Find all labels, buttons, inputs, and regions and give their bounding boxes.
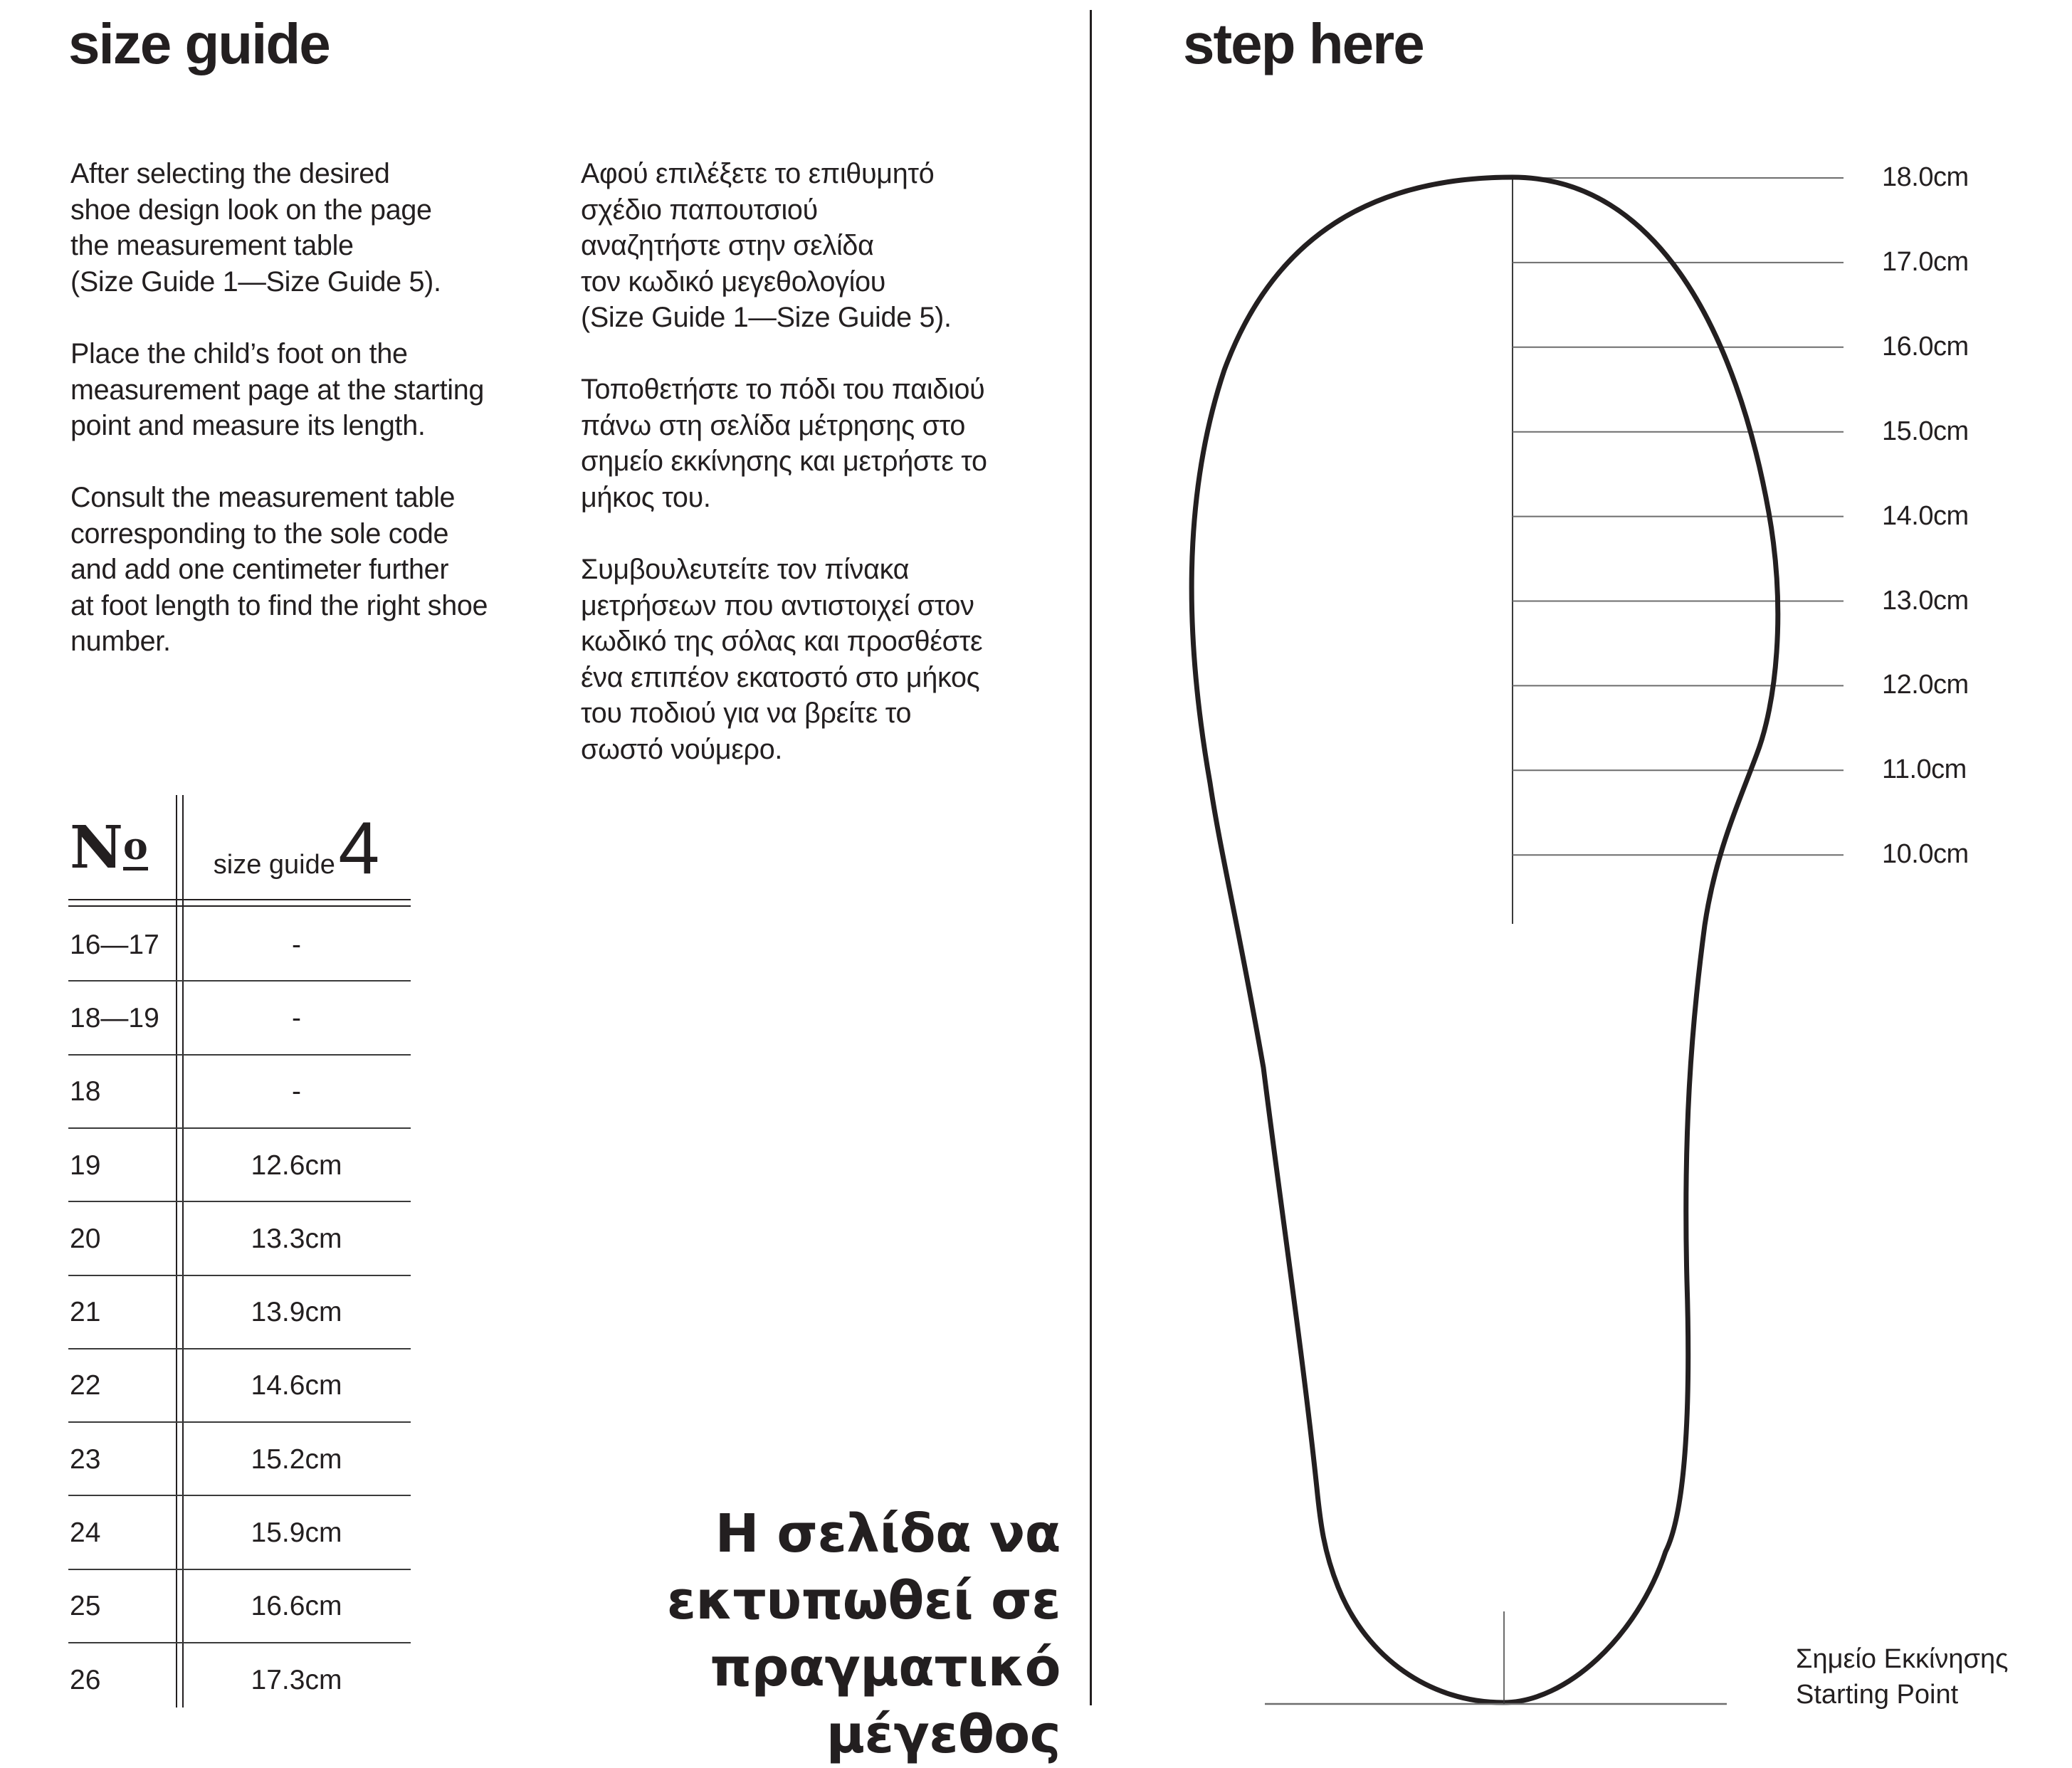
step-here-title: step here bbox=[1183, 12, 1424, 75]
table-cell-size: 18 bbox=[70, 1076, 101, 1107]
table-cell-length: 13.3cm bbox=[251, 1223, 342, 1254]
table-cell-length: 12.6cm bbox=[251, 1149, 342, 1181]
greek-paragraph-2: Τοποθετήστε το πόδι του παιδιού πάνω στη σελίδα μέτρησης στο σημείο εκκίνησης και μετρήστε το μήκος του. bbox=[581, 374, 987, 513]
table-cell-size: 16—17 bbox=[70, 929, 159, 960]
table-cell-size: 21 bbox=[70, 1297, 101, 1328]
numero-o: o bbox=[123, 828, 148, 870]
ruler-tick-label: 16.0cm bbox=[1882, 331, 1969, 362]
table-cell-size: 23 bbox=[70, 1443, 101, 1475]
ruler-tick-label: 13.0cm bbox=[1882, 585, 1969, 616]
english-paragraph-3: Consult the measurement table corresponding to the sole code and add one centimeter further at foot length to find the right shoe number. bbox=[70, 482, 488, 658]
table-cell-size: 22 bbox=[70, 1370, 101, 1401]
table-cell-length: 14.6cm bbox=[251, 1370, 342, 1401]
size-guide-title: size guide bbox=[68, 12, 330, 75]
table-cell-length: - bbox=[292, 929, 301, 960]
table-cell-size: 25 bbox=[70, 1591, 101, 1622]
ruler-tick-label: 12.0cm bbox=[1882, 670, 1969, 700]
print-actual-size-note: Η σελίδα να εκτυπωθεί σε πραγματικό μέγεθος bbox=[666, 1503, 1061, 1765]
table-cell-length: 17.3cm bbox=[251, 1664, 342, 1695]
english-paragraph-1: After selecting the desired shoe design look on the page the measurement table (Size Guide 1—Size Guide 5). bbox=[70, 158, 441, 298]
starting-point-greek: Σημείο Εκκίνησης bbox=[1796, 1644, 2009, 1674]
table-cell-size: 18—19 bbox=[70, 1002, 159, 1033]
ruler-tick-label: 11.0cm bbox=[1882, 754, 1967, 785]
table-cell-length: 15.9cm bbox=[251, 1517, 342, 1549]
foot-outline bbox=[1192, 177, 1778, 1703]
table-cell-length: - bbox=[292, 1076, 301, 1107]
table-cell-size: 26 bbox=[70, 1664, 101, 1695]
starting-point-english: Starting Point bbox=[1796, 1680, 1959, 1710]
table-cell-size: 20 bbox=[70, 1223, 101, 1254]
table-cell-length: 13.9cm bbox=[251, 1297, 342, 1328]
table-cell-size: 19 bbox=[70, 1149, 101, 1181]
starting-point-label bbox=[1796, 1641, 2008, 1712]
ruler-tick-label: 17.0cm bbox=[1882, 246, 1969, 277]
table-cell-length: - bbox=[292, 1002, 301, 1033]
greek-paragraph-3: Συμβουλευτείτε τον πίνακα μετρήσεων που αντιστοιχεί στον κωδικό της σόλας και προσθέστε ένα επιπέον εκατοστό στο μήκος του ποδιού για να βρείτε το σωστό νούμερο. bbox=[581, 554, 983, 765]
table-cell-length: 15.2cm bbox=[251, 1443, 342, 1475]
size-guide-header-label: size guide bbox=[213, 850, 335, 880]
english-paragraph-2: Place the child’s foot on the measurement page at the starting point and measure its length. bbox=[70, 338, 485, 442]
table-cell-size: 24 bbox=[70, 1517, 101, 1549]
table-cell-length: 16.6cm bbox=[251, 1591, 342, 1622]
ruler-tick-label: 10.0cm bbox=[1882, 839, 1969, 870]
ruler-tick-label: 14.0cm bbox=[1882, 500, 1969, 531]
size-guide-header-number: 4 bbox=[338, 807, 380, 890]
ruler-tick-label: 15.0cm bbox=[1882, 416, 1969, 446]
numero-n: N bbox=[70, 814, 123, 882]
greek-paragraph-1: Αφού επιλέξετε το επιθυμητό σχέδιο παπουτσιού αναζητήστε στην σελίδα τον κωδικό μεγεθολογίου (Size Guide 1—Size Guide 5). bbox=[581, 158, 952, 334]
ruler-tick-label: 18.0cm bbox=[1882, 162, 1969, 192]
ruler bbox=[1513, 178, 1844, 924]
